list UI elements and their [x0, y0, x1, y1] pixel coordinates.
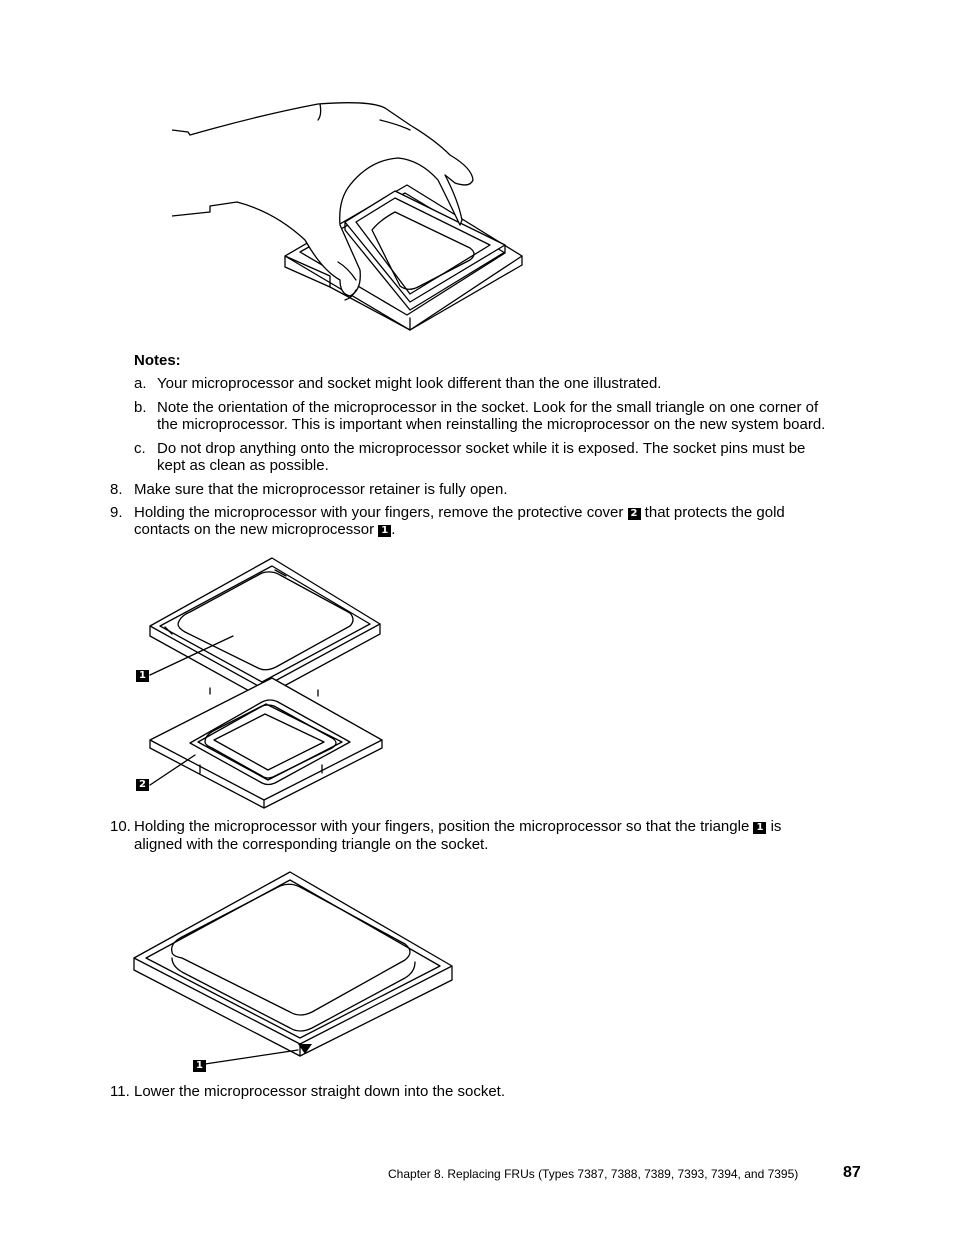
step-10-line2: aligned with the corresponding triangle on the socket. — [134, 836, 489, 853]
step-10-line1-end: is — [766, 818, 782, 835]
figure-3-callout-1: 1 — [193, 1060, 206, 1072]
step-11-number: 11. — [110, 1083, 130, 1100]
step-9-line2-start: contacts on the new microprocessor — [134, 521, 379, 538]
note-a-text: Your microprocessor and socket might look different than the one illustrated. — [157, 375, 662, 392]
step-10-number: 10. — [110, 818, 131, 835]
note-b-marker: b. — [134, 399, 147, 416]
note-c-line2: kept as clean as possible. — [157, 457, 329, 474]
note-b-line1: Note the orientation of the microprocessor in the socket. Look for the small triangle on one corner of — [157, 399, 819, 416]
step-8-number: 8. — [110, 481, 123, 498]
page-footer-text: Chapter 8. Replacing FRUs (Types 7387, 7388, 7389, 7393, 7394, and 7395) — [388, 1167, 799, 1181]
step-10-line1-start: Holding the microprocessor with your fingers, position the microprocessor so that the triangle — [134, 818, 754, 835]
note-a-marker: a. — [134, 375, 147, 392]
callout-2: 2 — [628, 508, 641, 520]
figure-2-callout-1: 1 — [136, 670, 149, 682]
figure-2-callout-2: 2 — [136, 779, 149, 791]
note-c-line1: Do not drop anything onto the microprocessor socket while it is exposed. The socket pins must be — [157, 440, 806, 457]
callout-1: 1 — [753, 822, 766, 834]
step-9-line1-end: that protects the gold — [640, 504, 785, 521]
step-9-line1-start: Holding the microprocessor with your fingers, remove the protective cover — [134, 504, 628, 521]
page-number: 87 — [843, 1164, 861, 1181]
notes-heading: Notes: — [134, 352, 181, 369]
step-11-text: Lower the microprocessor straight down into the socket. — [134, 1083, 506, 1100]
step-9-line2-end: . — [391, 521, 396, 538]
step-9-number: 9. — [110, 504, 123, 521]
note-c-marker: c. — [134, 440, 146, 457]
callout-1: 1 — [378, 525, 391, 537]
note-b-line2: the microprocessor. This is important when reinstalling the microprocessor on the new system board. — [157, 416, 826, 433]
step-8-text: Make sure that the microprocessor retainer is fully open. — [134, 481, 508, 498]
